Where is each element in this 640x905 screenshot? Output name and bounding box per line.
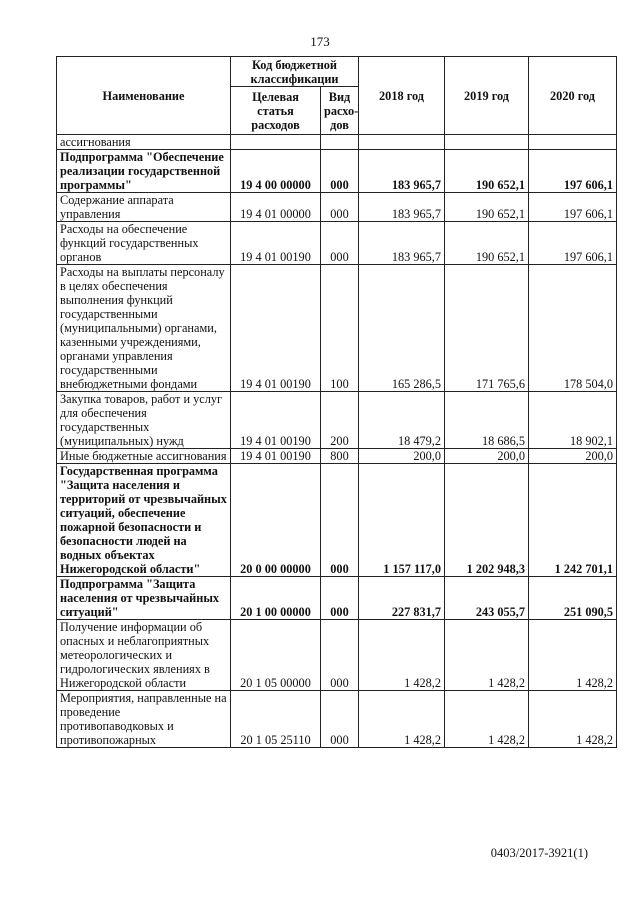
table-body bbox=[57, 135, 617, 748]
cell-code: 19 4 01 00000 bbox=[231, 193, 321, 222]
table-row bbox=[57, 449, 617, 464]
table-row bbox=[57, 577, 617, 620]
header-2018: 2018 год bbox=[359, 57, 445, 135]
cell-y2020: 197 606,1 bbox=[529, 193, 617, 222]
cell-code: 19 4 01 00190 bbox=[231, 265, 321, 392]
budget-table bbox=[56, 56, 617, 748]
header-kbk: Код бюджетной классификации bbox=[231, 57, 359, 87]
cell-code: 20 1 00 00000 bbox=[231, 577, 321, 620]
cell-kind: 000 bbox=[321, 222, 359, 265]
table-row bbox=[57, 620, 617, 691]
cell-code: 20 1 05 00000 bbox=[231, 620, 321, 691]
cell-kind: 000 bbox=[321, 691, 359, 748]
cell-y2019: 243 055,7 bbox=[445, 577, 529, 620]
table-row bbox=[57, 135, 617, 150]
cell-code: 20 1 05 25110 bbox=[231, 691, 321, 748]
cell-y2020 bbox=[529, 135, 617, 150]
cell-y2018: 183 965,7 bbox=[359, 222, 445, 265]
cell-code: 19 4 01 00190 bbox=[231, 449, 321, 464]
cell-name: Закупка товаров, работ и услуг для обеспечения государственных (муниципальных) нужд bbox=[57, 392, 231, 449]
cell-kind: 000 bbox=[321, 464, 359, 577]
cell-y2020: 178 504,0 bbox=[529, 265, 617, 392]
cell-y2020: 1 242 701,1 bbox=[529, 464, 617, 577]
cell-y2018: 183 965,7 bbox=[359, 193, 445, 222]
cell-kind: 000 bbox=[321, 620, 359, 691]
table-row bbox=[57, 392, 617, 449]
cell-y2020: 197 606,1 bbox=[529, 150, 617, 193]
cell-name: Расходы на выплаты персоналу в целях обеспечения выполнения функций государственными (муниципальными) органами, казенными учреждениями, органами управления государственными внебюджетными фондами bbox=[57, 265, 231, 392]
cell-y2020: 197 606,1 bbox=[529, 222, 617, 265]
cell-y2018: 1 428,2 bbox=[359, 691, 445, 748]
cell-y2018: 165 286,5 bbox=[359, 265, 445, 392]
cell-y2020: 251 090,5 bbox=[529, 577, 617, 620]
cell-y2019: 190 652,1 bbox=[445, 222, 529, 265]
cell-y2019: 200,0 bbox=[445, 449, 529, 464]
cell-y2020: 200,0 bbox=[529, 449, 617, 464]
cell-y2020: 18 902,1 bbox=[529, 392, 617, 449]
cell-y2018: 1 157 117,0 bbox=[359, 464, 445, 577]
cell-y2019: 1 202 948,3 bbox=[445, 464, 529, 577]
table-row bbox=[57, 691, 617, 748]
header-name: Наименование bbox=[57, 57, 231, 135]
cell-kind: 000 bbox=[321, 150, 359, 193]
cell-code: 20 0 00 00000 bbox=[231, 464, 321, 577]
cell-y2019: 171 765,6 bbox=[445, 265, 529, 392]
scan-mark bbox=[600, 897, 620, 900]
table-row bbox=[57, 222, 617, 265]
header-2019: 2019 год bbox=[445, 57, 529, 135]
header-2020: 2020 год bbox=[529, 57, 617, 135]
cell-kind: 000 bbox=[321, 577, 359, 620]
cell-y2018: 1 428,2 bbox=[359, 620, 445, 691]
page-number: 173 bbox=[310, 34, 330, 49]
cell-y2019: 1 428,2 bbox=[445, 620, 529, 691]
cell-y2018: 183 965,7 bbox=[359, 150, 445, 193]
cell-code: 19 4 00 00000 bbox=[231, 150, 321, 193]
cell-y2019: 1 428,2 bbox=[445, 691, 529, 748]
cell-y2018: 18 479,2 bbox=[359, 392, 445, 449]
cell-y2018: 200,0 bbox=[359, 449, 445, 464]
cell-name: Подпрограмма "Обеспечение реализации государственной программы" bbox=[57, 150, 231, 193]
cell-y2019: 190 652,1 bbox=[445, 193, 529, 222]
cell-name: Получение информации об опасных и неблагоприятных метеорологических и гидрологических явлениях в Нижегородской области bbox=[57, 620, 231, 691]
cell-y2019: 190 652,1 bbox=[445, 150, 529, 193]
cell-name: ассигнования bbox=[57, 135, 231, 150]
table-row bbox=[57, 150, 617, 193]
header-target: Целевая статья расходов bbox=[231, 87, 321, 135]
cell-code bbox=[231, 135, 321, 150]
table-row bbox=[57, 193, 617, 222]
cell-kind: 100 bbox=[321, 265, 359, 392]
cell-y2019: 18 686,5 bbox=[445, 392, 529, 449]
cell-name: Иные бюджетные ассигнования bbox=[57, 449, 231, 464]
cell-kind: 200 bbox=[321, 392, 359, 449]
cell-y2018 bbox=[359, 135, 445, 150]
header-kind: Вид расхо-дов bbox=[321, 87, 359, 135]
cell-code: 19 4 01 00190 bbox=[231, 392, 321, 449]
cell-y2019 bbox=[445, 135, 529, 150]
cell-name: Подпрограмма "Защита населения от чрезвычайных ситуаций" bbox=[57, 577, 231, 620]
document-code: 0403/2017-3921(1) bbox=[490, 846, 588, 860]
cell-kind: 800 bbox=[321, 449, 359, 464]
table-row bbox=[57, 265, 617, 392]
cell-name: Содержание аппарата управления bbox=[57, 193, 231, 222]
cell-y2018: 227 831,7 bbox=[359, 577, 445, 620]
cell-name: Государственная программа "Защита населения и территорий от чрезвычайных ситуаций, обеспечение пожарной безопасности и безопасности людей на водных объектах Нижегородской области" bbox=[57, 464, 231, 577]
cell-kind bbox=[321, 135, 359, 150]
table-row bbox=[57, 464, 617, 577]
cell-y2020: 1 428,2 bbox=[529, 691, 617, 748]
cell-code: 19 4 01 00190 bbox=[231, 222, 321, 265]
cell-name: Мероприятия, направленные на проведение противопаводковых и противопожарных bbox=[57, 691, 231, 748]
cell-kind: 000 bbox=[321, 193, 359, 222]
cell-y2020: 1 428,2 bbox=[529, 620, 617, 691]
cell-name: Расходы на обеспечение функций государственных органов bbox=[57, 222, 231, 265]
